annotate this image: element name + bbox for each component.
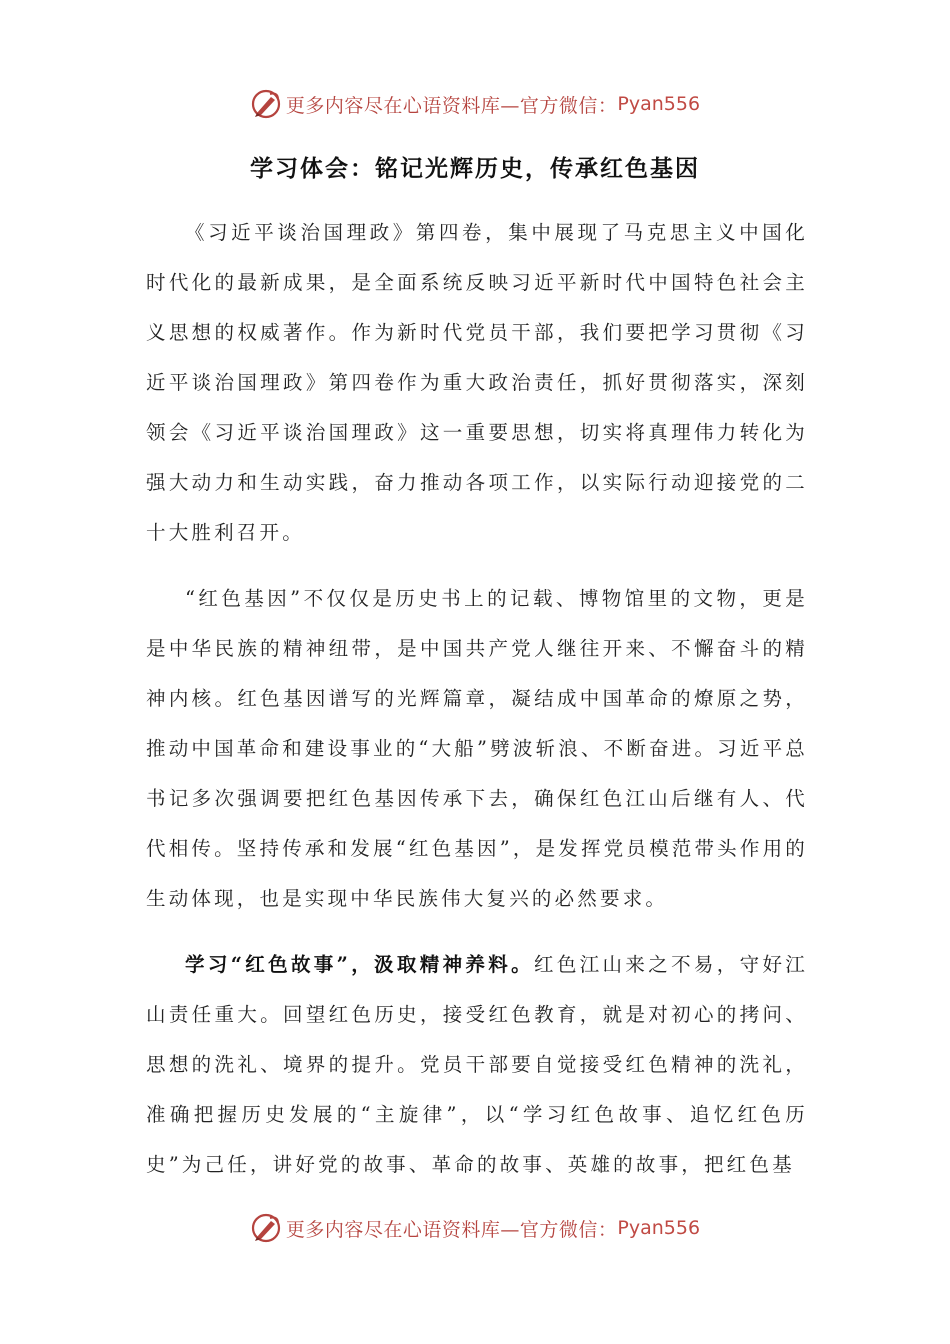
document-body — [146, 208, 808, 1206]
paragraph-text: “红色基因”不仅仅是历史书上的记载、博物馆里的文物，更是是中华民族的精神纽带，是中国共产党人继往开来、不懈奋斗的精神内核。红色基因谱写的光辉篇章，凝结成中国革命的燎原之势，推动中国革命和建设事业的“大船”劈波斩浪、不断奋进。习近平总书记多次强调要把红色基因传承下去，确保红色江山后继有人、代代相传。坚持传承和发展“红色基因”，是发挥党员模范带头作用的生动体现，也是实现中华民族伟大复兴的必然要求。 — [146, 587, 808, 910]
paragraph-lead: 学习“红色故事”，汲取精神养料。 — [185, 953, 534, 976]
watermark-text: 更多内容尽在心语资料库—官方微信： — [285, 94, 618, 117]
document-title: 学习体会：铭记光辉历史，传承红色基因 — [250, 155, 700, 182]
pen-logo-icon — [250, 1212, 282, 1244]
paragraph — [146, 940, 808, 1190]
footer-watermark — [0, 1208, 950, 1248]
watermark-wechat-id: Pyan556 — [617, 1217, 701, 1239]
header-watermark — [0, 84, 950, 124]
paragraph — [146, 574, 808, 924]
paragraph — [146, 208, 808, 558]
pen-logo-icon — [250, 88, 282, 120]
paragraph-text: 《习近平谈治国理政》第四卷，集中展现了马克思主义中国化时代化的最新成果，是全面系统反映习近平新时代中国特色社会主义思想的权威著作。作为新时代党员干部，我们要把学习贯彻《习近平谈治国理政》第四卷作为重大政治责任，抓好贯彻落实，深刻领会《习近平谈治国理政》这一重要思想，切实将真理伟力转化为强大动力和生动实践，奋力推动各项工作，以实际行动迎接党的二十大胜利召开。 — [146, 221, 808, 544]
paragraph-text: 红色江山来之不易，守好江山责任重大。回望红色历史，接受红色教育，就是对初心的拷问、思想的洗礼、境界的提升。党员干部要自觉接受红色精神的洗礼，准确把握历史发展的“主旋律”，以“学习红色故事、追忆红色历史”为己任，讲好党的故事、革命的故事、英雄的故事，把红色基 — [146, 953, 808, 1176]
watermark-text: 更多内容尽在心语资料库—官方微信： — [285, 1218, 618, 1241]
watermark-wechat-id: Pyan556 — [617, 93, 701, 115]
